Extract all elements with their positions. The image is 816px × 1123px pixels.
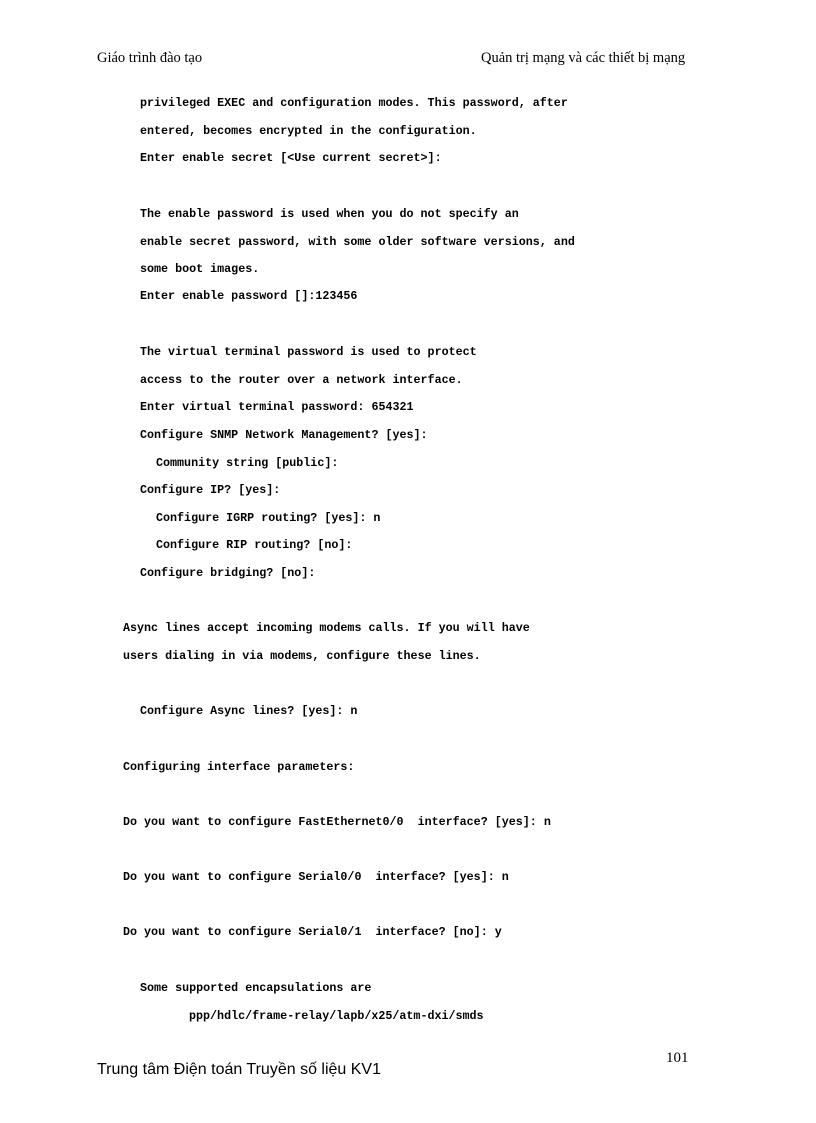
code-line: Do you want to configure Serial0/1 interface? [no]: y [123,925,502,939]
code-line: Configure SNMP Network Management? [yes]: [140,428,428,442]
code-line: access to the router over a network interface. [140,373,463,387]
code-line: users dialing in via modems, configure these lines. [123,649,481,663]
code-line: Configuring interface parameters: [123,760,355,774]
footer-organization: Trung tâm Điện toán Truyền số liệu KV1 [97,1061,381,1078]
code-line: Enter virtual terminal password: 654321 [140,400,414,414]
code-line: The virtual terminal password is used to protect [140,345,477,359]
code-line: Configure RIP routing? [no]: [156,538,353,552]
code-line: Do you want to configure Serial0/0 interface? [yes]: n [123,870,509,884]
header-left-title: Giáo trình đào tạo [97,50,203,66]
code-line: privileged EXEC and configuration modes. This password, after [140,96,568,110]
code-line: Do you want to configure FastEthernet0/0 interface? [yes]: n [123,815,551,829]
code-line: Community string [public]: [156,456,339,470]
code-line: entered, becomes encrypted in the configuration. [140,124,477,138]
code-line: ppp/hdlc/frame-relay/lapb/x25/atm-dxi/smds [189,1009,484,1023]
code-line: Configure IGRP routing? [yes]: n [156,511,381,525]
code-line: Configure bridging? [no]: [140,566,316,580]
code-line: The enable password is used when you do not specify an [140,207,519,221]
code-line: enable secret password, with some older software versions, and [140,235,575,249]
code-line: Configure Async lines? [yes]: n [140,704,358,718]
code-line: Enter enable secret [<Use current secret>]: [140,151,442,165]
code-line: Async lines accept incoming modems calls. If you will have [123,621,530,635]
header-right-title: Quản trị mạng và các thiết bị mạng [481,50,686,66]
code-line: Some supported encapsulations are [140,981,372,995]
code-line: Configure IP? [yes]: [140,483,281,497]
code-line: Enter enable password []:123456 [140,289,358,303]
code-line: some boot images. [140,262,260,276]
page-number: 101 [666,1050,689,1066]
